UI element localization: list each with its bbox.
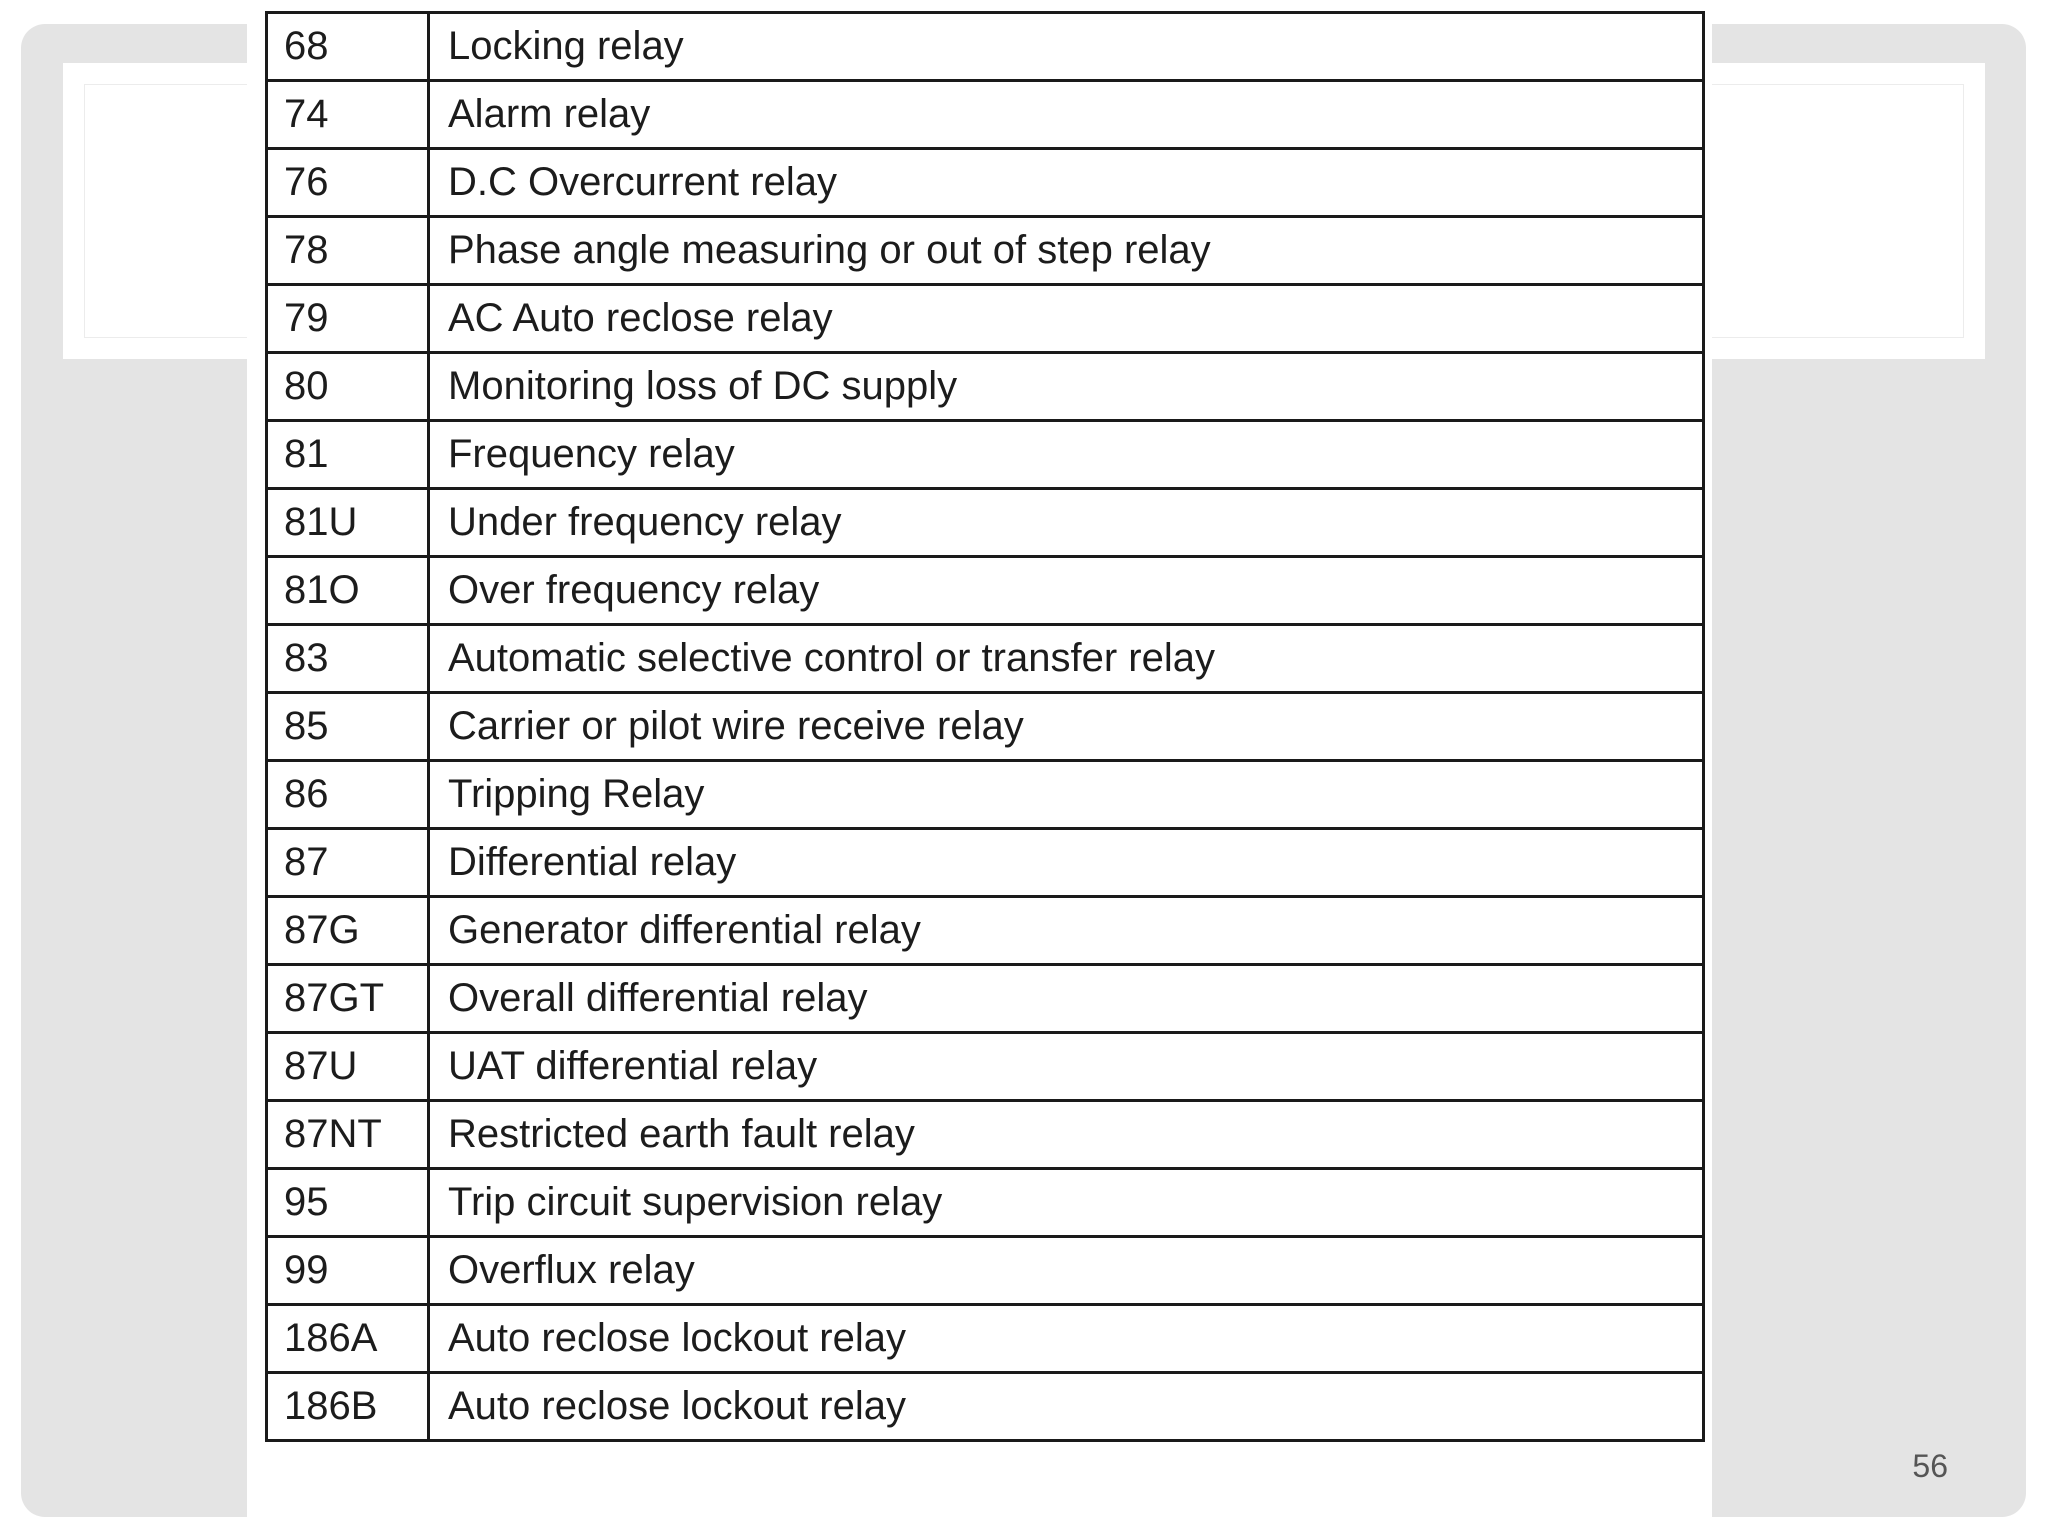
relay-description-cell: UAT differential relay — [429, 1033, 1704, 1101]
relay-code-cell: 78 — [267, 217, 429, 285]
relay-description-cell: Phase angle measuring or out of step relay — [429, 217, 1704, 285]
relay-code-cell: 81O — [267, 557, 429, 625]
relay-code-cell: 186B — [267, 1373, 429, 1441]
table-row — [267, 897, 1704, 965]
table-row — [267, 693, 1704, 761]
relay-description-cell: Under frequency relay — [429, 489, 1704, 557]
relay-code-cell: 87U — [267, 1033, 429, 1101]
relay-description-cell: Over frequency relay — [429, 557, 1704, 625]
table-row — [267, 217, 1704, 285]
relay-code-cell: 81U — [267, 489, 429, 557]
relay-description-cell: Auto reclose lockout relay — [429, 1373, 1704, 1441]
relay-description-cell: AC Auto reclose relay — [429, 285, 1704, 353]
table-row — [267, 13, 1704, 81]
relay-code-cell: 79 — [267, 285, 429, 353]
relay-code-cell: 87G — [267, 897, 429, 965]
table-row — [267, 353, 1704, 421]
relay-code-cell: 74 — [267, 81, 429, 149]
relay-code-cell: 83 — [267, 625, 429, 693]
relay-code-cell: 85 — [267, 693, 429, 761]
table-row — [267, 81, 1704, 149]
relay-description-cell: Monitoring loss of DC supply — [429, 353, 1704, 421]
table-row — [267, 1033, 1704, 1101]
relay-code-cell: 95 — [267, 1169, 429, 1237]
relay-description-cell: Automatic selective control or transfer relay — [429, 625, 1704, 693]
relay-code-cell: 86 — [267, 761, 429, 829]
relay-table-image — [247, 0, 1712, 1536]
relay-description-cell: Generator differential relay — [429, 897, 1704, 965]
relay-table-body — [267, 13, 1704, 1441]
relay-description-cell: Carrier or pilot wire receive relay — [429, 693, 1704, 761]
table-row — [267, 965, 1704, 1033]
table-row — [267, 421, 1704, 489]
table-row — [267, 1169, 1704, 1237]
relay-description-cell: Alarm relay — [429, 81, 1704, 149]
table-row — [267, 1237, 1704, 1305]
relay-description-cell: Differential relay — [429, 829, 1704, 897]
relay-description-cell: D.C Overcurrent relay — [429, 149, 1704, 217]
relay-description-cell: Locking relay — [429, 13, 1704, 81]
table-row — [267, 489, 1704, 557]
relay-code-cell: 87NT — [267, 1101, 429, 1169]
relay-code-cell: 80 — [267, 353, 429, 421]
table-row — [267, 761, 1704, 829]
relay-description-cell: Overflux relay — [429, 1237, 1704, 1305]
relay-code-cell: 81 — [267, 421, 429, 489]
table-row — [267, 1373, 1704, 1441]
table-row — [267, 1101, 1704, 1169]
relay-code-cell: 76 — [267, 149, 429, 217]
table-row — [267, 1305, 1704, 1373]
relay-code-cell: 99 — [267, 1237, 429, 1305]
relay-description-cell: Restricted earth fault relay — [429, 1101, 1704, 1169]
relay-description-cell: Tripping Relay — [429, 761, 1704, 829]
relay-description-cell: Auto reclose lockout relay — [429, 1305, 1704, 1373]
relay-description-cell: Trip circuit supervision relay — [429, 1169, 1704, 1237]
table-row — [267, 149, 1704, 217]
table-row — [267, 557, 1704, 625]
relay-code-cell: 186A — [267, 1305, 429, 1373]
relay-description-cell: Overall differential relay — [429, 965, 1704, 1033]
relay-code-cell: 68 — [267, 13, 429, 81]
table-row — [267, 625, 1704, 693]
table-row — [267, 829, 1704, 897]
relay-code-cell: 87GT — [267, 965, 429, 1033]
relay-code-table — [265, 11, 1705, 1442]
relay-code-cell: 87 — [267, 829, 429, 897]
page-number: 56 — [1912, 1448, 1948, 1484]
relay-description-cell: Frequency relay — [429, 421, 1704, 489]
table-row — [267, 285, 1704, 353]
